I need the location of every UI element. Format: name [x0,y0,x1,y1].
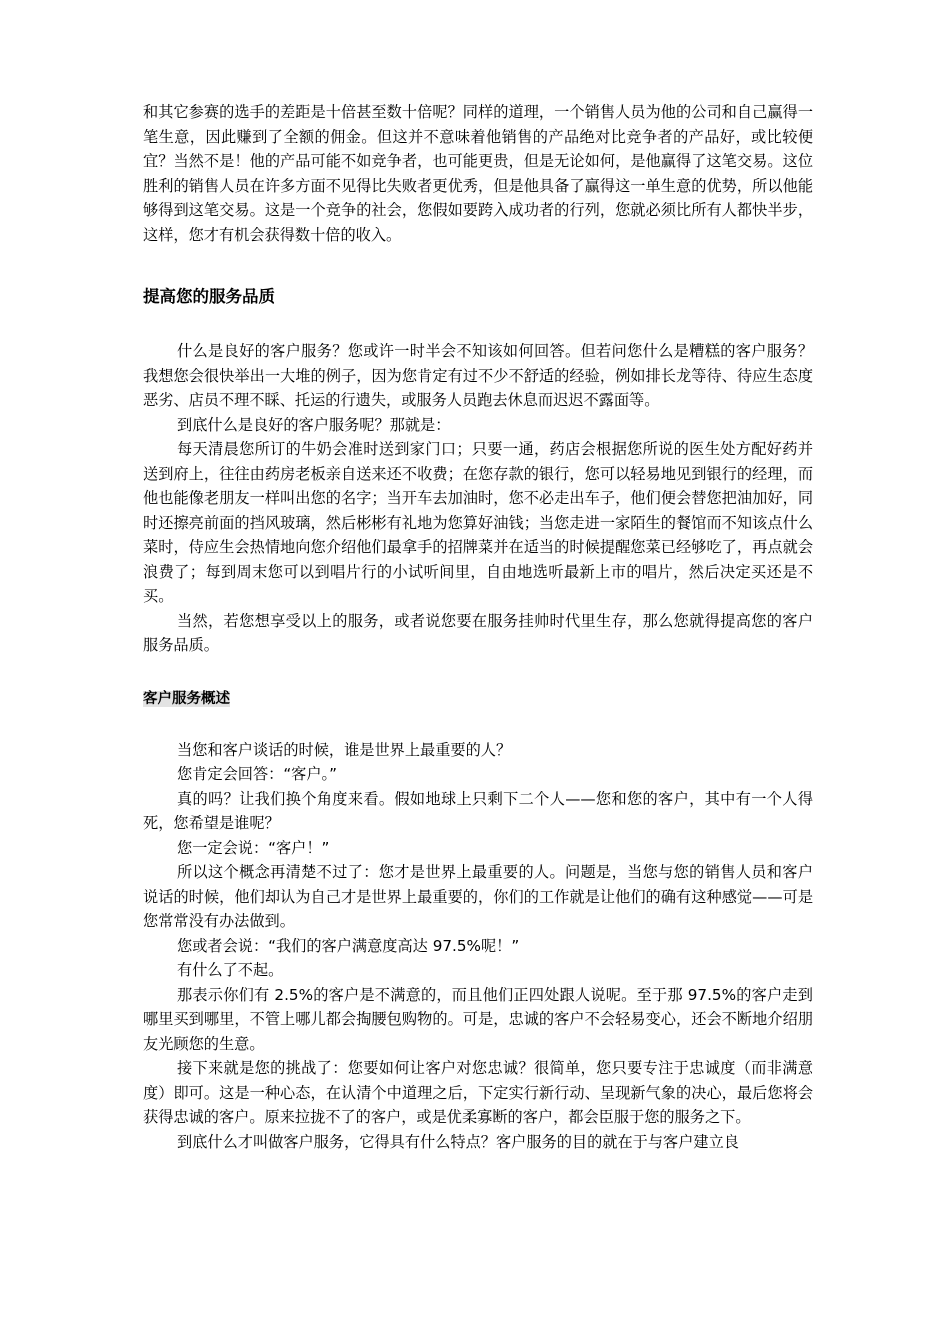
intro-paragraph: 和其它参赛的选手的差距是十倍甚至数十倍呢？同样的道理，一个销售人员为他的公司和自己赢得一笔生意，因此赚到了全额的佣金。但这并不意味着他销售的产品绝对比竞争者的产品好，或比较便宜？当然不是！他的产品可能不如竞争者，也可能更贵，但是无论如何，是他赢得了这笔交易。这位胜利的销售人员在许多方面不见得比失败者更优秀，但是他具备了赢得这一单生意的优势，所以他能够得到这笔交易。这是一个竞争的社会，您假如要跨入成功者的行列，您就必须比所有人都快半步，这样，您才有机会获得数十倍的收入。 [143,103,813,244]
subsection-body [143,738,813,1155]
document-page [143,100,813,1154]
subsection-heading-text: 客户服务概述 [143,690,230,707]
paragraph: 您肯定会回答：“客户。” [177,765,338,783]
paragraph: 当您和客户谈话的时候，谁是世界上最重要的人？ [177,740,512,759]
paragraph: 每天清晨您所订的牛奶会准时送到家门口；只要一通，药店会根据您所说的医生处方配好药并送到府上，往往由药房老板亲自送来还不收费；在您存款的银行，您可以轻易地见到银行的经理，而他也能像老朋友一样叫出您的名字；当开车去加油时，您不必走出车子，他们便会替您把油加好，同时还擦亮前面的挡风玻璃，然后彬彬有礼地为您算好油钱；当您走进一家陌生的餐馆而不知该点什么菜时，侍应生会热情地向您介绍他们最拿手的招牌菜并在适当的时候提醒您菜已经够吃了，再点就会浪费了；每到周末您可以到唱片行的小试听间里，自由地选听最新上市的唱片，然后决定买还是不买。 [143,440,813,605]
paragraph: 接下来就是您的挑战了：您要如何让客户对您忠诚？很简单，您只要专注于忠诚度（而非满意度）即可。这是一种心态，在认清个中道理之后，下定实行新行动、呈现新气象的决心，最后您将会获得忠诚的客户。原来拉拢不了的客户，或是优柔寡断的客户，都会臣服于您的服务之下。 [143,1059,813,1126]
paragraph: 真的吗？让我们换个角度来看。假如地球上只剩下二个人——您和您的客户，其中有一个人得死，您希望是谁呢？ [143,789,813,832]
paragraph: 有什么了不起。 [177,961,284,979]
subsection-heading [143,688,813,710]
paragraph: 那表示你们有 2.5%的客户是不满意的，而且他们正四处跟人说呢。至于那 97.5%的客户走到哪里买到哪里，不管上哪儿都会掏腰包购物的。可是，忠诚的客户不会轻易变心，还会不断地介绍朋友光顾您的生意。 [143,985,813,1053]
paragraph: 所以这个概念再清楚不过了：您才是世界上最重要的人。问题是，当您与您的销售人员和客户说话的时候，他们却认为自己才是世界上最重要的，你们的工作就是让他们的确有这种感觉——可是您常常没有办法做到。 [143,863,813,930]
paragraph: 到底什么是良好的客户服务呢？那就是： [177,415,451,434]
paragraph: 什么是良好的客户服务？您或许一时半会不知该如何回答。但若问您什么是糟糕的客户服务？我想您会很快举出一大堆的例子，因为您肯定有过不少不舒适的经验，例如排长龙等待、待应生态度恶劣、店员不理不睬、托运的行遗失，或服务人员跑去休息而迟迟不露面等。 [143,342,813,409]
section-heading: 提高您的服务品质 [143,287,275,306]
paragraph: 当然，若您想享受以上的服务，或者说您要在服务挂帅时代里生存，那么您就得提高您的客户服务品质。 [143,611,813,654]
paragraph: 您或者会说：“我们的客户满意度高达 97.5%呢！” [177,936,520,955]
paragraph: 到底什么才叫做客户服务，它得具有什么特点？客户服务的目的就在于与客户建立良 [177,1132,739,1151]
section-body [143,339,813,658]
paragraph: 您一定会说：“客户！” [177,838,330,857]
